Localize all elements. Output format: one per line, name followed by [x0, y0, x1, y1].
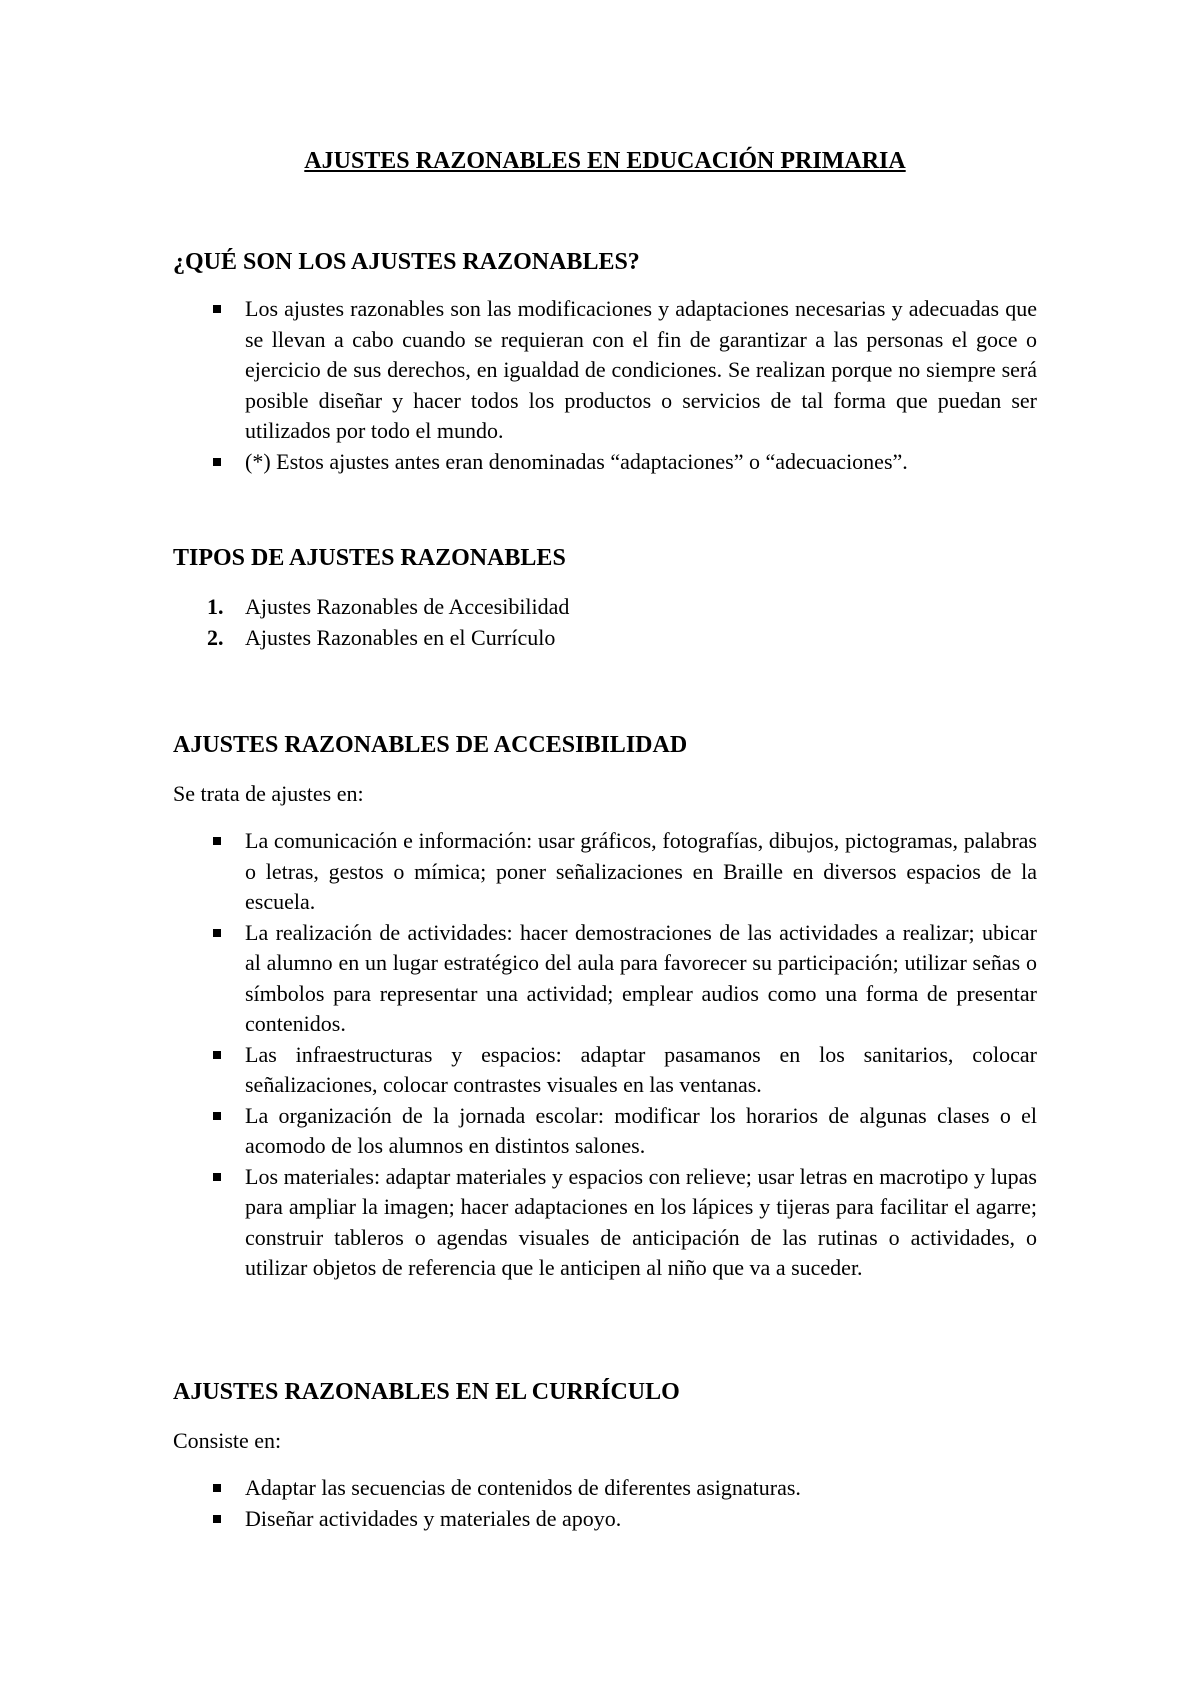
- section-heading-tipos: TIPOS DE AJUSTES RAZONABLES: [173, 545, 566, 571]
- section-heading-curriculo: AJUSTES RAZONABLES EN EL CURRÍCULO: [173, 1379, 680, 1405]
- list-item: [173, 592, 1037, 623]
- list-item-text: Ajustes Razonables en el Currículo: [245, 624, 556, 650]
- tipos-list: [173, 592, 1037, 653]
- list-item-text: Ajustes Razonables de Accesibilidad: [245, 594, 570, 619]
- accesibilidad-list: [173, 826, 1037, 1284]
- list-item: Los ajustes razonables son las modificaciones y adaptaciones necesarias y adecuadas que se llevan a cabo cuando se requieran con el fin de garantizar a las personas el goce o ejercicio de sus derechos, en igualdad de condiciones. Se realizan porque no siempre será posible diseñar y hacer todos los productos o servicios de tal forma que puedan ser utilizados por todo el mundo.: [173, 294, 1037, 447]
- section-heading-que-son: ¿QUÉ SON LOS AJUSTES RAZONABLES?: [173, 249, 640, 275]
- list-number: 2.: [207, 624, 224, 650]
- list-item: Diseñar actividades y materiales de apoyo.: [173, 1504, 1037, 1535]
- list-item: [173, 623, 1037, 654]
- list-item: La comunicación e información: usar gráficos, fotografías, dibujos, pictogramas, palabras o letras, gestos o mímica; poner señalizaciones en Braille en diversos espacios de la escuela.: [173, 826, 1037, 918]
- list-item: (*) Estos ajustes antes eran denominadas “adaptaciones” o “adecuaciones”.: [173, 447, 1037, 478]
- accesibilidad-intro: Se trata de ajustes en:: [173, 781, 364, 806]
- list-item: Adaptar las secuencias de contenidos de diferentes asignaturas.: [173, 1473, 1037, 1504]
- curriculo-intro: Consiste en:: [173, 1428, 282, 1453]
- list-item: La realización de actividades: hacer demostraciones de las actividades a realizar; ubicar al alumno en un lugar estratégico del aula para favorecer su participación; utilizar señas o símbolos para representar una actividad; emplear audios como una forma de presentar contenidos.: [173, 918, 1037, 1040]
- list-item: La organización de la jornada escolar: modificar los horarios de algunas clases o el acomodo de los alumnos en distintos salones.: [173, 1101, 1037, 1162]
- que-son-list: [173, 294, 1037, 477]
- list-item: Las infraestructuras y espacios: adaptar pasamanos en los sanitarios, colocar señalizaciones, colocar contrastes visuales en las ventanas.: [173, 1040, 1037, 1101]
- list-number: 1.: [207, 594, 224, 619]
- section-heading-accesibilidad: AJUSTES RAZONABLES DE ACCESIBILIDAD: [173, 732, 688, 758]
- list-item: Los materiales: adaptar materiales y espacios con relieve; usar letras en macrotipo y lupas para ampliar la imagen; hacer adaptaciones en los lápices y tijeras para facilitar el agarre; construir tableros o agendas visuales de anticipación de las rutinas o actividades, o utilizar objetos de referencia que le anticipen al niño que va a suceder.: [173, 1162, 1037, 1284]
- document-title: AJUSTES RAZONABLES EN EDUCACIÓN PRIMARIA: [304, 148, 906, 174]
- curriculo-list: [173, 1473, 1037, 1534]
